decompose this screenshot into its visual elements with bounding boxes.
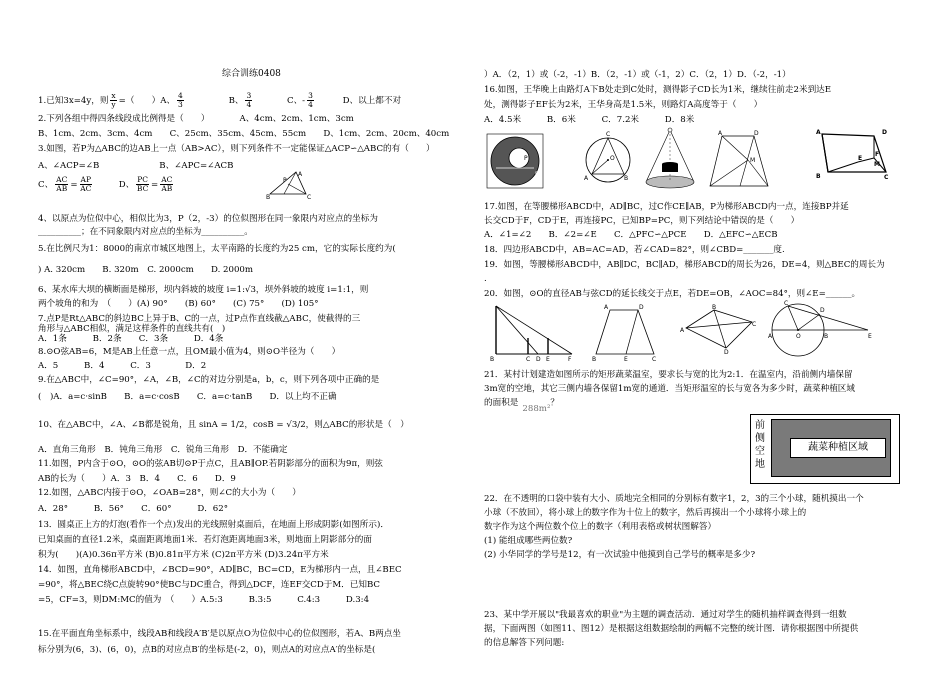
- q15-options: ）A．（2，1）或（-2，-1）B．（2，-1）或（-1，2）C．（2，1）D．（-2，-1）: [484, 70, 791, 80]
- question-7: 7.点P是Rt△ABC的斜边BC上异于B、C的一点，过P点作直线截△ABC，使截得的三: [38, 314, 361, 324]
- question-22-part1: (1) 能组成哪些两位数?: [484, 536, 573, 546]
- label-a: A: [816, 129, 821, 136]
- question-7-options: A．1条 B．2条 C．3条 D．4条: [38, 334, 224, 344]
- label-a: A: [718, 130, 723, 137]
- q2-option-a: A、4cm、2cm、1cm、3cm: [239, 114, 354, 124]
- frac-den: AC: [80, 184, 92, 193]
- question-15b: 标分别为(6，3)、(6，0)，点B的对应点B′的坐标是(-2，0)，则点A的对应点A′的坐标是(: [38, 645, 384, 655]
- q1-option-c: [307, 92, 314, 109]
- question-20: 20．如图，⊙O的直径AB与弦CD的延长线交于点E，若DE=OB，∠AOC=84°，则∠E=______。: [484, 289, 861, 299]
- q3-option-a: A、∠ACP=∠B: [38, 161, 100, 171]
- triangle-figure-q3: [266, 168, 316, 200]
- front-space-label: 前侧空地: [755, 420, 765, 470]
- q3-c-label: C、: [38, 180, 54, 190]
- frac-num: AC: [56, 175, 68, 184]
- label-o: O: [796, 333, 801, 340]
- frac-den: BC: [136, 184, 149, 193]
- label-d: D: [882, 129, 887, 136]
- question-8: 8.⊙O弦AB=6，M是AB上任意一点，且OM最小值为4，则⊙O半径为（ ）: [38, 347, 341, 357]
- frac-den: 4: [308, 100, 313, 109]
- label-f: F: [568, 356, 572, 362]
- label-a: A: [680, 327, 685, 334]
- label-d: D: [724, 349, 729, 354]
- question-4: 4、以原点为位似中心，相似比为3，P（2，-3）的位似图形在同一象限内对应点的坐标为: [38, 214, 378, 224]
- shaded-circle-figure: [486, 132, 546, 190]
- circle-secant-figure-q20: [768, 300, 874, 358]
- question-21: 21．某村计划建造如图所示的矩形蔬菜温室，要求长与宽的比为2:1．在温室内，沿前侧内墙保留: [484, 370, 853, 380]
- question-4b: __________；在不同象限内对应点的坐标为__________。: [38, 227, 253, 237]
- question-22b: 小球（不放回），将小球上的数字作为十位上的数字，然后再摸出一个小球将小球上的: [484, 508, 807, 518]
- label-c: C: [784, 300, 789, 307]
- label-a: A: [489, 171, 494, 178]
- label-c: C: [606, 131, 611, 138]
- greenhouse-figure: [750, 414, 900, 484]
- right-trapezoid-figure-q14: [814, 128, 890, 180]
- question-21b: 3m宽的空地，其它三侧内墙各保留1m宽的通道．当矩形温室的长与宽各为多少时，蔬菜种植区域: [484, 384, 855, 394]
- q3-option-b: B、∠APC=∠ACB: [159, 161, 234, 171]
- vegetable-area-label: 蔬菜种植区域: [790, 438, 886, 458]
- question-2-options: B、1cm、2cm、3cm、4cm C、25cm、35cm、45cm、55cm D、1cm、2cm、20cm、40cm: [38, 129, 450, 139]
- label-a: A: [298, 171, 303, 178]
- label-d: D: [754, 130, 759, 137]
- q2-text: 2.下列各组中得四条线段成比例得是（ ）: [38, 114, 210, 124]
- question-11: 11.如图，P内含于⊙O，⊙O的弦AB切⊙P于点C，且AB∥OP.若阴影部分的面积为9π，则弦: [38, 459, 383, 469]
- question-5: 5.在比例尺为1：8000的南京市城区地图上，太平南路的长度约为25 cm，它的实际长度约为(: [38, 244, 396, 254]
- q21-area: 288m²: [522, 404, 551, 414]
- question-10-options: A．直角三角形 B．钝角三角形 C．锐角三角形 D．不能确定: [38, 445, 288, 455]
- question-19: 19．如图，等腰梯形ABCD中，AB∥DC，BC∥AD，梯形ABCD的周长为26，DE=4，则△BEC的周长为: [484, 260, 885, 270]
- label-d: D: [639, 304, 644, 311]
- question-17-options: A．∠1=∠2 B．∠2=∠E C．△PFC∽△PCE D．△EFC∽△ECB: [484, 230, 778, 240]
- question-9-options: ( )A．a=c·sinB B．a=c·cosB C．a=c·tanB D．以上均不正确: [38, 392, 337, 402]
- frac-den: AB: [161, 184, 173, 193]
- label-c: C: [526, 356, 531, 362]
- frac-num: 3: [308, 91, 313, 100]
- label-e: E: [546, 356, 550, 362]
- frac-num: 4: [178, 91, 183, 100]
- frac-num: AP: [80, 175, 91, 184]
- question-2: [38, 114, 354, 125]
- label-b: B: [592, 356, 597, 362]
- question-13b: 已知桌面的直径1.2米，桌面距离地面1米．若灯泡距离地面3米，则地面上阴影部分的面: [38, 535, 372, 545]
- label-f: F: [875, 151, 880, 158]
- frac-num: 3: [246, 91, 252, 100]
- question-23c: 的信息解答下列问题:: [484, 638, 565, 648]
- question-6b: 两个坡角的和为 （ ）(A) 90° (B) 60° (C) 75° (D) 105°: [38, 299, 319, 309]
- label-o: O: [610, 155, 615, 162]
- question-22: 22．在不透明的口袋中装有大小、质地完全相同的分别标有数字1，2，3的三个小球，随机摸出一个: [484, 494, 864, 504]
- question-16: 16.如图，王华晚上由路灯A下B处走到C处时，测得影子CD长为1米，继续往前走2米到达E: [484, 85, 832, 95]
- question-14c: =5，CF=3，则DM:MC的值为 （ ）A.5:3 B.3:5 C.4:3 D.3:4: [38, 595, 370, 605]
- question-5-options: ) A. 320cm B. 320m C. 2000cm D. 2000m: [38, 265, 254, 275]
- label-b: B: [624, 175, 629, 182]
- question-7b: 角形与△ABC相似，满足这样条件的直线共有( ): [38, 324, 226, 334]
- q21-question-mark: ？: [550, 398, 559, 408]
- question-15: 15.在平面直角坐标系中，线段AB和线段A′B′是以原点O为位似中心的位似图形，若A、B两点坐: [38, 629, 401, 639]
- q3-options-ab: [38, 161, 233, 172]
- q1-text: 1.已知3x=4y，则: [38, 96, 109, 106]
- label-c: C: [752, 321, 756, 328]
- q1-fraction: [110, 92, 116, 109]
- q1-b-label: B、: [228, 96, 244, 106]
- trapezoid-figure-q17: [708, 130, 772, 194]
- label-p: P: [283, 177, 287, 184]
- question-16b: 处，测得影子EF长为2米，王华身高是1.5米，则路灯A高度等于（ ）: [484, 100, 763, 110]
- frac-den: AB: [56, 184, 68, 193]
- label-b: B: [824, 333, 829, 340]
- label-b: B: [490, 356, 495, 362]
- label-e: E: [868, 333, 872, 340]
- lamp-shadow-figure-q16: [490, 300, 576, 362]
- q3-c-frac2: [80, 176, 92, 193]
- frac-num: PC: [137, 175, 149, 184]
- question-14: 14．如图，直角梯形ABCD中，∠BCD=90°，AD∥BC，BC=CD，E为梯形内一点，且∠BEC: [38, 565, 402, 575]
- label-m: M: [874, 161, 880, 168]
- q21-text: 的面积是: [484, 398, 519, 408]
- label-b: B: [712, 304, 717, 311]
- label-a: A: [768, 333, 773, 340]
- q1-option-a: [177, 92, 184, 109]
- question-23b: 据，下面两图（如图11、图12）是根据这组数据绘制的两幅不完整的统计图．请你根据图中所提供: [484, 624, 859, 634]
- question-13c: 积为( )(A)0.36π平方米 (B)0.81π平方米 (C)2π平方米 (D)3.24π平方米: [38, 550, 329, 560]
- question-18: 18．四边形ABCD中，AB=AC=AD，若∠CAD=82°，则∠CBD=_______度.: [484, 245, 785, 255]
- question-12-options: A．28° B．56° C．60° D．62°: [38, 504, 229, 514]
- page-title: 综合训练0408: [222, 69, 281, 79]
- question-19b: .: [484, 274, 487, 284]
- label-d: D: [536, 356, 541, 362]
- question-21c: [484, 398, 559, 414]
- label-c: C: [652, 356, 657, 362]
- quadrilateral-figure-q18: [680, 304, 756, 354]
- question-17b: 长交CD于F，CD于E，再连接PC，已知BP=PC，则下列结论中错误的是（ ）: [484, 216, 800, 226]
- inscribed-triangle-figure: [584, 130, 632, 186]
- frac-den: y: [111, 100, 116, 109]
- label-a: A: [584, 175, 589, 182]
- vegetable-area: [771, 419, 891, 477]
- question-22c: 数字作为这个两位数个位上的数字（利用表格或树状图解答）: [484, 522, 717, 532]
- lamp-table-figure: [642, 126, 698, 192]
- frac-den: 4: [246, 100, 252, 109]
- isosceles-trapezoid-figure: [592, 302, 660, 362]
- label-c: C: [307, 194, 312, 200]
- q3-d-frac2: [160, 176, 173, 193]
- label-e: E: [858, 155, 863, 162]
- question-12: 12.如图，△ABC内接于⊙O，∠OAB=28°，则∠C的大小为（ ）: [38, 488, 301, 498]
- label-m: M: [750, 157, 756, 164]
- q3-d-label: D、: [118, 180, 135, 190]
- label-b: B: [266, 194, 271, 200]
- frac-den: 3: [178, 100, 183, 109]
- label-b: B: [816, 173, 821, 180]
- question-22-part2: (2) 小华同学的学号是12，有一次试验中他摸到自己学号的概率是多少?: [484, 550, 756, 560]
- question-17: 17.如图，在等腰梯形ABCD中，AD∥BC，过C作CE∥AB，P为梯形ABCD内一点，连接BP并延: [484, 202, 849, 212]
- question-11b: AB的长为（ ）A．3 B．4 C．6 D．9: [38, 474, 236, 484]
- q1-eq: =（ ）A、: [118, 96, 176, 106]
- label-c: C: [884, 174, 889, 180]
- label-b: B: [535, 171, 540, 178]
- question-16-options: A．4.5米 B．6米 C．7.2米 D．8米: [484, 115, 695, 125]
- question-8-options: A．5 B．4 C．3 D．2: [38, 361, 207, 371]
- question-3: 3.如图，若P为△ABC的边AB上一点（AB>AC），则下列条件不一定能保证△ACP∽△ABC的有（ ）: [38, 144, 435, 154]
- label-a: A: [604, 304, 609, 311]
- q1-d-label: D、以上都不对: [342, 96, 402, 106]
- question-23: 23、某中学开展以"我最喜欢的职业"为主题的调查活动．通过对学生的随机抽样调查得到一组数: [484, 610, 847, 620]
- q3-options-cd: C、 $\frac{AC}{AB}$ = $\frac{AP}{AC}$ D、 $\frac{PC}{BC}$ = $\frac{AC}{AB}$: [38, 175, 173, 193]
- label-p: P: [524, 155, 528, 162]
- question-6: 6、某水库大坝的横断面是梯形，坝内斜坡的坡度 i=1:√3，坝外斜坡的坡度 i=1:1，则: [38, 285, 369, 295]
- question-10: 10、在△ABC中，∠A、∠B都是锐角，且 sinA = 1/2，cosB = √3/2，则△ABC的形状是（ ）: [38, 420, 409, 430]
- q3-d-frac1: [136, 176, 149, 193]
- question-9: 9.在△ABC中，∠C=90°，∠A，∠B，∠C的对边分别是a，b，c，则下列各项中正确的是: [38, 375, 380, 385]
- question-1: [38, 92, 401, 109]
- question-13: 13．圆桌正上方的灯泡(看作一个点)发出的光线照射桌面后，在地面上形成阴影(如图所示)．: [38, 520, 389, 530]
- label-d: D: [820, 307, 825, 314]
- label-e: E: [624, 356, 628, 362]
- frac-num: AC: [161, 175, 173, 184]
- question-14b: =90°，将△BEC绕C点旋转90°使BC与DC重合，得到△DCF，连EF交CD于M．已知BC: [38, 580, 380, 590]
- frac-num: x: [111, 91, 116, 100]
- q1-c-label: C、-: [287, 96, 306, 106]
- q3-c-frac1: [55, 176, 68, 193]
- q1-option-b: [245, 92, 252, 109]
